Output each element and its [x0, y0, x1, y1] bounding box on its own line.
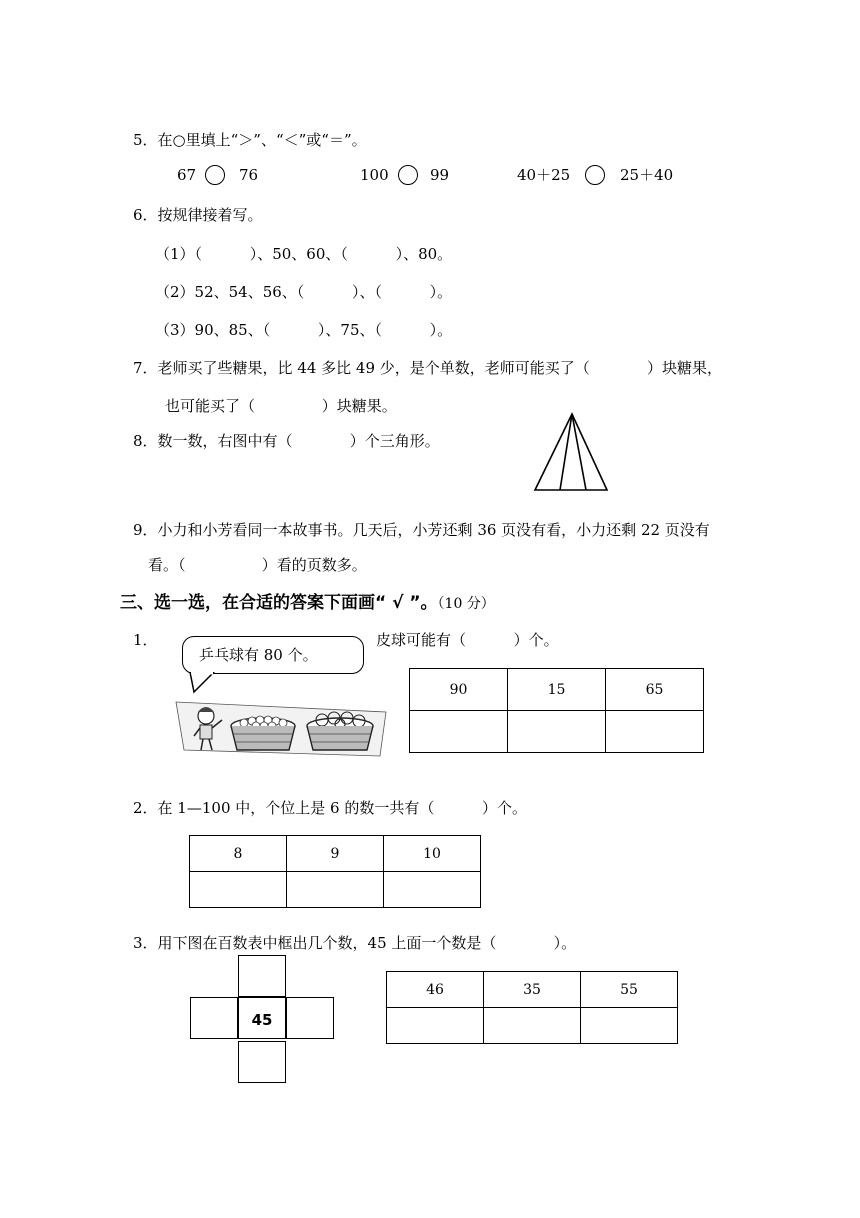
s2-option-2: 9: [287, 836, 384, 872]
compare-circle-1[interactable]: [205, 165, 225, 185]
q5-title: 5．在○里填上“＞”、“＜”或“＝”。: [133, 131, 367, 149]
q5-left-3: 40＋25: [517, 166, 571, 184]
s3-question: 3．用下图在百数表中框出几个数，45 上面一个数是（ ）。: [133, 934, 577, 952]
section-3-heading: [120, 593, 495, 614]
q9-line-1: 9．小力和小芳看同一本故事书。几天后，小芳还剩 36 页没有看，小力还剩 22 页没有: [133, 521, 710, 539]
section-3-title: 三、选一选，在合适的答案下面画“ √ ”。: [120, 593, 438, 613]
s1-options-table: [409, 668, 704, 753]
s3-options-table: [386, 971, 678, 1044]
s3-answer-cell-3[interactable]: [581, 1008, 678, 1044]
q9-line-2: 看。（ ）看的页数多。: [148, 556, 367, 574]
q5-right-1: 76: [239, 166, 259, 184]
section-3-points: （10 分）: [437, 596, 495, 612]
s1-answer-cell-1[interactable]: [410, 711, 508, 753]
s1-question: 皮球可能有（ ）个。: [376, 631, 559, 649]
s2-answer-cell-2[interactable]: [287, 872, 384, 908]
s1-option-3: 65: [606, 669, 704, 711]
s2-answer-cell-3[interactable]: [384, 872, 481, 908]
compare-circle-3[interactable]: [585, 165, 605, 185]
s2-question: 2．在 1—100 中，个位上是 6 的数一共有（ ）个。: [133, 799, 528, 817]
q5-left-2: 100: [360, 166, 389, 184]
q6-line-2: （2）52、54、56、（ ）、（ ）。: [155, 283, 453, 301]
s1-answer-cell-2[interactable]: [508, 711, 606, 753]
q5-right-2: 99: [430, 166, 450, 184]
s1-number: 1．: [133, 631, 158, 649]
compare-circle-2[interactable]: [398, 165, 418, 185]
speech-bubble: [182, 636, 364, 674]
q6-title: 6．按规律接着写。: [133, 206, 263, 224]
q7-line-2: 也可能买了（ ）块糖果。: [165, 397, 397, 415]
cross-cell-right: [286, 997, 334, 1039]
cross-cell-bottom: [238, 1041, 286, 1083]
speech-bubble-tail: [180, 672, 220, 698]
cross-center-number: 45: [251, 1011, 273, 1029]
q5-left-1: 67: [177, 166, 197, 184]
q5-right-3: 25＋40: [620, 166, 674, 184]
triangle-figure: [530, 410, 612, 494]
q6-line-1: （1）（ ）、50、60、（ ）、80。: [155, 245, 453, 263]
s3-option-3: 55: [581, 972, 678, 1008]
cross-cell-top: [238, 955, 286, 997]
s1-option-2: 15: [508, 669, 606, 711]
s1-answer-cell-3[interactable]: [606, 711, 704, 753]
s3-answer-cell-2[interactable]: [484, 1008, 581, 1044]
q7-line-1: 7．老师买了些糖果，比 44 多比 49 少，是个单数，老师可能买了（ ）块糖果，: [133, 359, 723, 377]
q8-text: 8．数一数，右图中有（ ）个三角形。: [133, 432, 440, 450]
s1-option-1: 90: [410, 669, 508, 711]
speech-bubble-text: 乒乓球有 80 个。: [199, 646, 318, 664]
q6-line-3: （3）90、85、（ ）、75、（ ）。: [155, 321, 453, 339]
kid-with-baskets-illustration: [172, 696, 390, 760]
s2-options-table: [189, 835, 481, 908]
s3-option-1: 46: [387, 972, 484, 1008]
s2-option-1: 8: [190, 836, 287, 872]
s2-option-3: 10: [384, 836, 481, 872]
s3-answer-cell-1[interactable]: [387, 1008, 484, 1044]
s2-answer-cell-1[interactable]: [190, 872, 287, 908]
cross-cell-left: [190, 997, 238, 1039]
s3-option-2: 35: [484, 972, 581, 1008]
